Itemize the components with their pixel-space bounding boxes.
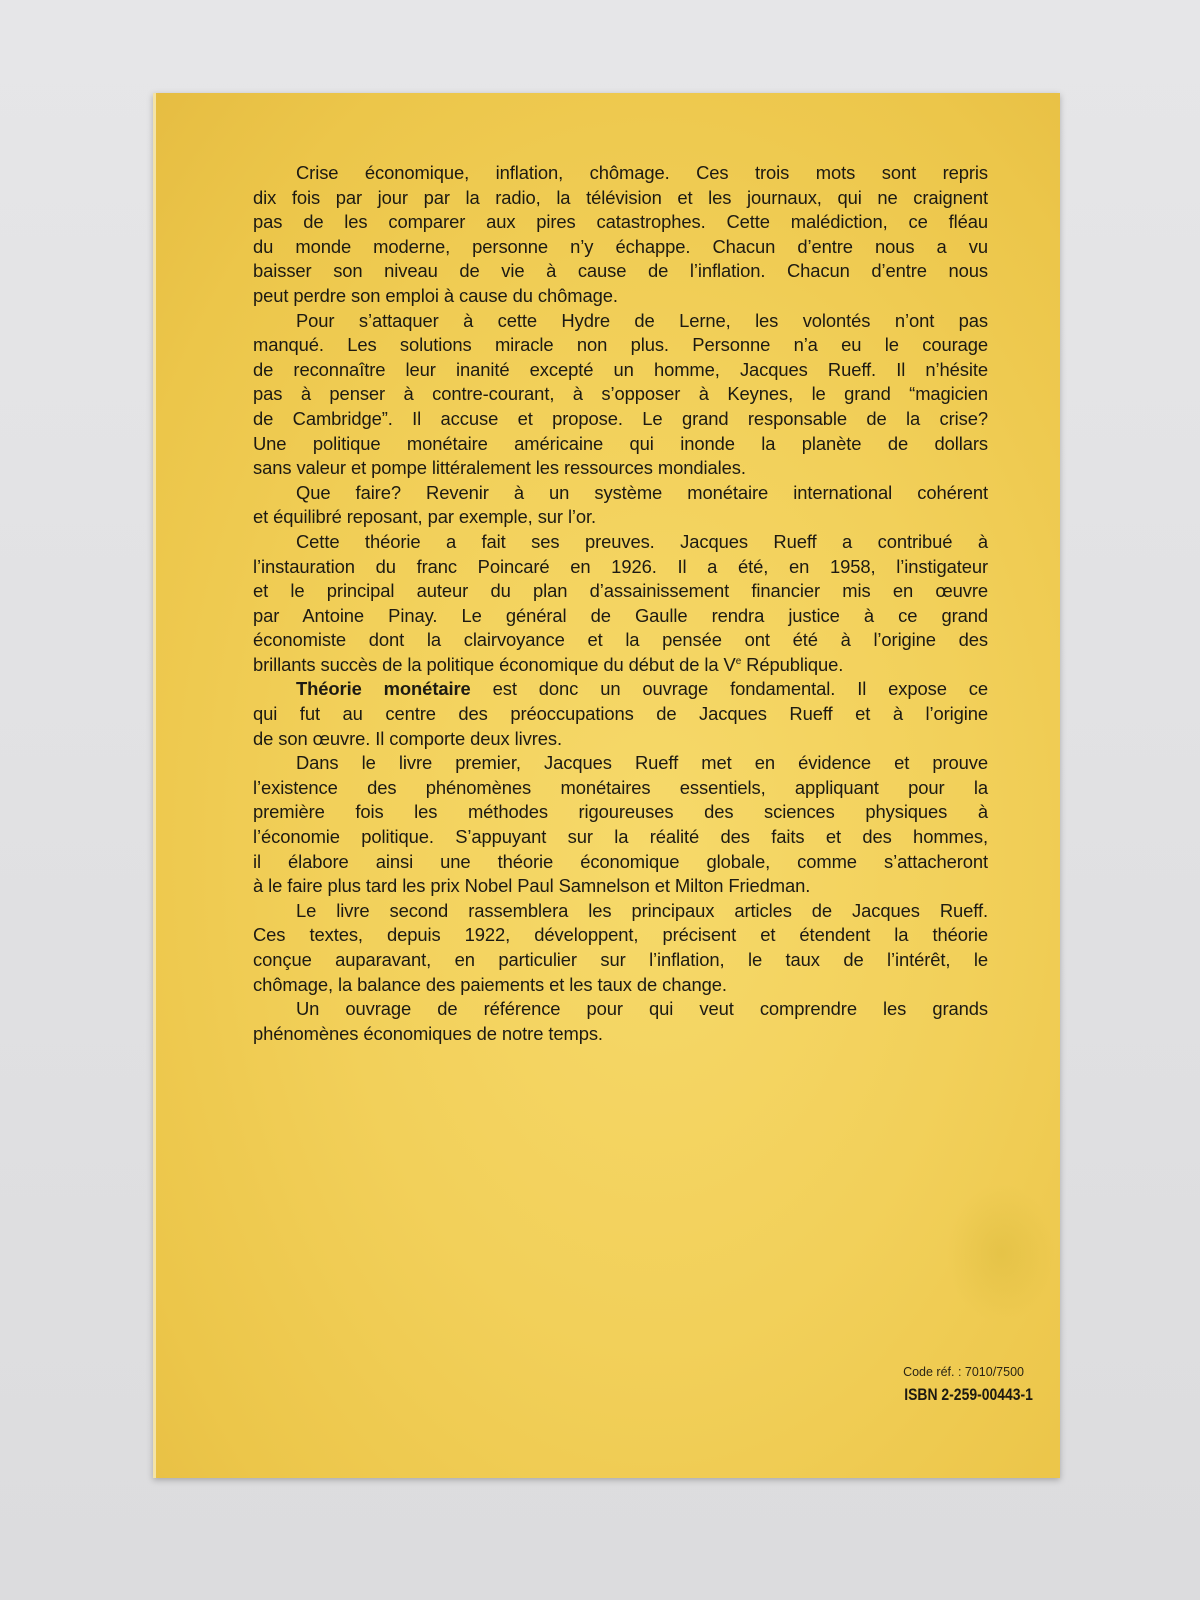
text-line: chômage, la balance des paiements et les taux de change.	[253, 973, 727, 995]
paragraph	[253, 677, 988, 751]
text-line: pas à penser à contre-courant, à s’opposer à Keynes, le grand “magicien	[253, 383, 988, 405]
text-line: il élabore ainsi une théorie économique globale, comme s’attacheront	[253, 850, 988, 872]
text-line: de reconnaître leur inanité excepté un homme, Jacques Rueff. Il n’hésite	[253, 358, 988, 380]
text-line: par Antoine Pinay. Le général de Gaulle rendra justice à ce grand	[253, 604, 988, 626]
text-line: Une politique monétaire américaine qui inonde la planète de dollars	[253, 432, 988, 454]
code-reference: Code réf. : 7010/7500	[903, 1365, 1024, 1379]
text-line: Un ouvrage de référence pour qui veut comprendre les grands	[296, 998, 988, 1020]
paragraph	[253, 751, 988, 899]
paragraph	[253, 309, 988, 481]
text-line: de Cambridge”. Il accuse et propose. Le grand responsable de la crise?	[253, 407, 988, 429]
text-line: Le livre second rassemblera les principaux articles de Jacques Rueff.	[296, 899, 988, 921]
book-title: Théorie monétaire	[296, 678, 471, 700]
text-line: de son œuvre. Il comporte deux livres.	[253, 727, 562, 749]
paragraph	[253, 899, 988, 997]
text-line: sans valeur et pompe littéralement les ressources mondiales.	[253, 457, 746, 479]
text-run: brillants succès de la politique économique du début de la V	[253, 653, 736, 675]
paragraph	[253, 530, 988, 678]
book-back-cover	[153, 93, 1060, 1478]
text-line: Ces textes, depuis 1922, développent, précisent et étendent la théorie	[253, 924, 988, 946]
text-line: économiste dont la clairvoyance et la pensée ont été à l’origine des	[253, 629, 988, 651]
text-line: Crise économique, inflation, chômage. Ces trois mots sont repris	[296, 162, 988, 183]
blurb-text	[253, 161, 988, 1046]
paragraph	[253, 997, 988, 1046]
text-line: conçue auparavant, en particulier sur l’inflation, le taux de l’intérêt, le	[253, 949, 988, 970]
text-line: l’existence des phénomènes monétaires essentiels, appliquant pour la	[253, 776, 988, 798]
text-line	[253, 653, 988, 678]
text-run: est donc un ouvrage fondamental. Il expose ce	[470, 678, 988, 700]
text-line: et le principal auteur du plan d’assainissement financier mis en œuvre	[253, 580, 988, 602]
text-line	[253, 677, 988, 702]
isbn: ISBN 2-259-00443-1	[904, 1385, 1033, 1404]
text-line: l’instauration du franc Poincaré en 1926. Il a été, en 1958, l’instigateur	[253, 555, 988, 577]
text-line: pas de les comparer aux pires catastrophes. Cette malédiction, ce fléau	[253, 211, 988, 233]
text-line: peut perdre son emploi à cause du chômage.	[253, 284, 618, 306]
text-line: phénomènes économiques de notre temps.	[253, 1022, 603, 1044]
text-line: Pour s’attaquer à cette Hydre de Lerne, les volontés n’ont pas	[296, 309, 988, 331]
text-line: Cette théorie a fait ses preuves. Jacques Rueff a contribué à	[296, 530, 988, 552]
text-line: du monde moderne, personne n’y échappe. Chacun d’entre nous a vu	[253, 235, 988, 257]
text-line: Que faire? Revenir à un système monétaire international cohérent	[296, 481, 988, 503]
text-line: et équilibré reposant, par exemple, sur l’or.	[253, 506, 597, 528]
text-line: manqué. Les solutions miracle non plus. Personne n’a eu le courage	[253, 334, 988, 356]
text-line: l’économie politique. S’appuyant sur la réalité des faits et des hommes,	[253, 826, 988, 848]
superscript: e	[735, 655, 742, 667]
text-line: baisser son niveau de vie à cause de l’inflation. Chacun d’entre nous	[253, 260, 988, 282]
text-line: à le faire plus tard les prix Nobel Paul Samnelson et Milton Friedman.	[253, 875, 811, 897]
text-line: Dans le livre premier, Jacques Rueff met en évidence et prouve	[296, 752, 988, 774]
text-run: République.	[741, 653, 844, 675]
text-line: qui fut au centre des préoccupations de Jacques Rueff et à l’origine	[253, 703, 988, 725]
text-line: dix fois par jour par la radio, la télévision et les journaux, qui ne craignent	[253, 186, 988, 208]
paragraph	[253, 481, 988, 530]
stain	[946, 1183, 1056, 1323]
text-line: première fois les méthodes rigoureuses des sciences physiques à	[253, 801, 988, 823]
paragraph	[253, 161, 988, 309]
